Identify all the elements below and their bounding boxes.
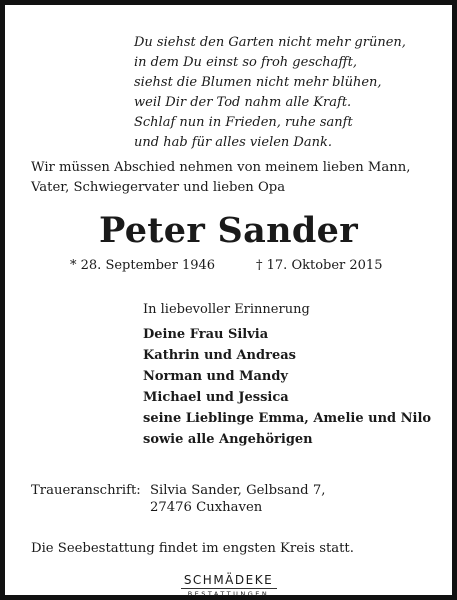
death-date: † 17. Oktober 2015 [256, 258, 383, 273]
burial-notice: Die Seebestattung findet im engsten Kreis statt. [31, 541, 354, 556]
poem-line: und hab für alles vielen Dank. [134, 135, 332, 150]
logo-subtitle: BESTATTUNGEN [187, 590, 270, 598]
address-label: Traueranschrift: [31, 483, 141, 498]
intro-line: Wir müssen Abschied nehmen von meinem lieben Mann, [31, 160, 411, 175]
logo-name: SCHMÄDEKE [183, 573, 274, 587]
poem [134, 33, 406, 153]
poem-line: in dem Du einst so froh geschafft, [134, 55, 357, 70]
mourner-entry: sowie alle Angehörigen [143, 432, 313, 447]
logo-divider [181, 588, 277, 589]
address-line: 27476 Cuxhaven [150, 500, 263, 515]
poem-line: siehst die Blumen nicht mehr blühen, [134, 75, 382, 90]
mourner-entry: Deine Frau Silvia [143, 327, 269, 342]
deceased-name: Peter Sander [99, 210, 358, 251]
mourner-entry: seine Lieblinge Emma, Amelie und Nilo [143, 411, 432, 426]
mourner-entry: Kathrin und Andreas [143, 348, 296, 363]
poem-line: Du siehst den Garten nicht mehr grünen, [134, 35, 406, 50]
funeral-home-logo [0, 574, 457, 598]
poem-line: Schlaf nun in Frieden, ruhe sanft [134, 115, 353, 130]
mourner-entry: Michael und Jessica [143, 390, 289, 405]
address-line: Silvia Sander, Gelbsand 7, [150, 483, 326, 498]
intro-line: Vater, Schwiegervater und lieben Opa [31, 180, 286, 195]
intro-text [31, 158, 410, 198]
mourners-list [143, 324, 431, 450]
memory-line: In liebevoller Erinnerung [143, 302, 310, 317]
birth-date: * 28. September 1946 [70, 258, 216, 273]
poem-line: weil Dir der Tod nahm alle Kraft. [134, 95, 352, 110]
mourner-entry: Norman und Mandy [143, 369, 288, 384]
